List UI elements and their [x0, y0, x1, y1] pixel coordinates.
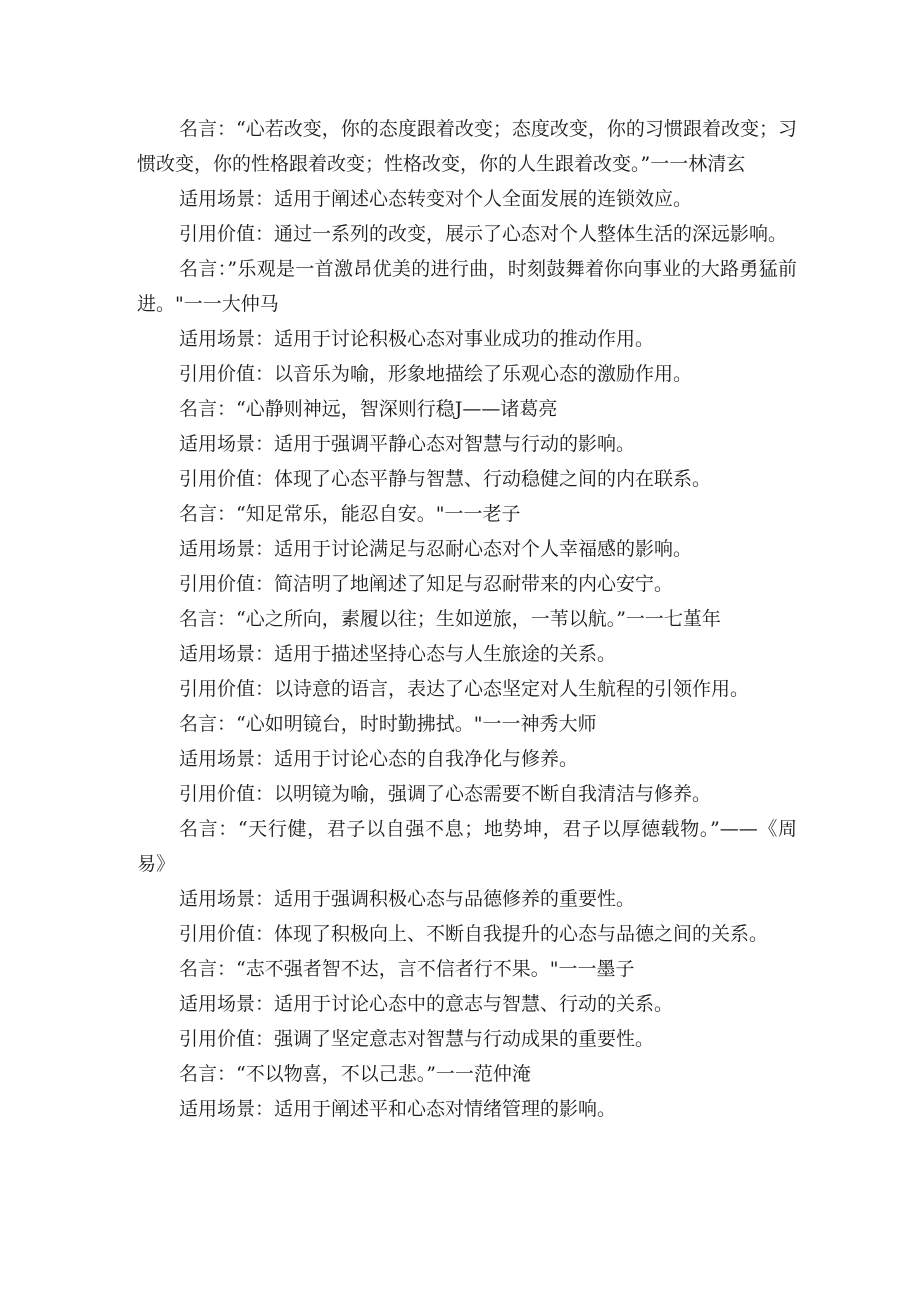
scenario-paragraph: 适用场景：适用于强调积极心态与品德修养的重要性。: [179, 888, 636, 910]
value-paragraph: 引用价值：体现了心态平静与智慧、行动稳健之间的内在联系。: [179, 468, 712, 490]
value-paragraph: 引用价值：体现了积极向上、不断自我提升的心态与品德之间的关系。: [179, 923, 769, 945]
document-body: [137, 112, 797, 1127]
quote-paragraph: 名言：“天行健，君子以自强不息；地势坤，君子以厚德载物。”——《周易》: [137, 818, 797, 875]
quote-paragraph: 名言：“不以物喜，不以己悲。”一一范仲淹: [179, 1063, 531, 1085]
scenario-paragraph: 适用场景：适用于强调平静心态对智慧与行动的影响。: [179, 433, 636, 455]
value-paragraph: 引用价值：通过一系列的改变，展示了心态对个人整体生活的深远影响。: [179, 223, 788, 245]
quote-paragraph: 名言：“心静则神远，智深则行稳J——诸葛亮: [179, 398, 558, 420]
quote-paragraph: 名言：”乐观是一首激昂优美的进行曲，时刻鼓舞着你向事业的大路勇猛前进。"一一大仲马: [137, 258, 797, 315]
quote-paragraph: 名言：“心之所向，素履以往；生如逆旅，一苇以航。”一一七堇年: [179, 608, 721, 630]
value-paragraph: 引用价值：以明镜为喻，强调了心态需要不断自我清洁与修养。: [179, 783, 712, 805]
scenario-paragraph: 适用场景：适用于描述坚持心态与人生旅途的关系。: [179, 643, 617, 665]
quote-paragraph: 名言：“志不强者智不达，言不信者行不果。"一一墨子: [179, 958, 635, 980]
value-paragraph: 引用价值：强调了坚定意志对智慧与行动成果的重要性。: [179, 1028, 655, 1050]
value-paragraph: 引用价值：以诗意的语言，表达了心态坚定对人生航程的引领作用。: [179, 678, 750, 700]
value-paragraph: 引用价值：简洁明了地阐述了知足与忍耐带来的内心安宁。: [179, 573, 674, 595]
quote-paragraph: 名言：“心若改变，你的态度跟着改变；态度改变，你的习惯跟着改变；习惯改变，你的性格跟着改变；性格改变，你的人生跟着改变。”一一林清玄: [137, 118, 797, 175]
scenario-paragraph: 适用场景：适用于讨论心态的自我净化与修养。: [179, 748, 579, 770]
value-paragraph: 引用价值：以音乐为喻，形象地描绘了乐观心态的激励作用。: [179, 363, 693, 385]
scenario-paragraph: 适用场景：适用于讨论积极心态对事业成功的推动作用。: [179, 328, 655, 350]
scenario-paragraph: 适用场景：适用于阐述平和心态对情绪管理的影响。: [179, 1098, 617, 1120]
scenario-paragraph: 适用场景：适用于讨论满足与忍耐心态对个人幸福感的影响。: [179, 538, 693, 560]
quote-paragraph: 名言：“心如明镜台，时时勤拂拭。"一一神秀大师: [179, 713, 597, 735]
scenario-paragraph: 适用场景：适用于讨论心态中的意志与智慧、行动的关系。: [179, 993, 674, 1015]
scenario-paragraph: 适用场景：适用于阐述心态转变对个人全面发展的连锁效应。: [179, 188, 693, 210]
quote-paragraph: 名言：“知足常乐，能忍自安。"一一老子: [179, 503, 521, 525]
